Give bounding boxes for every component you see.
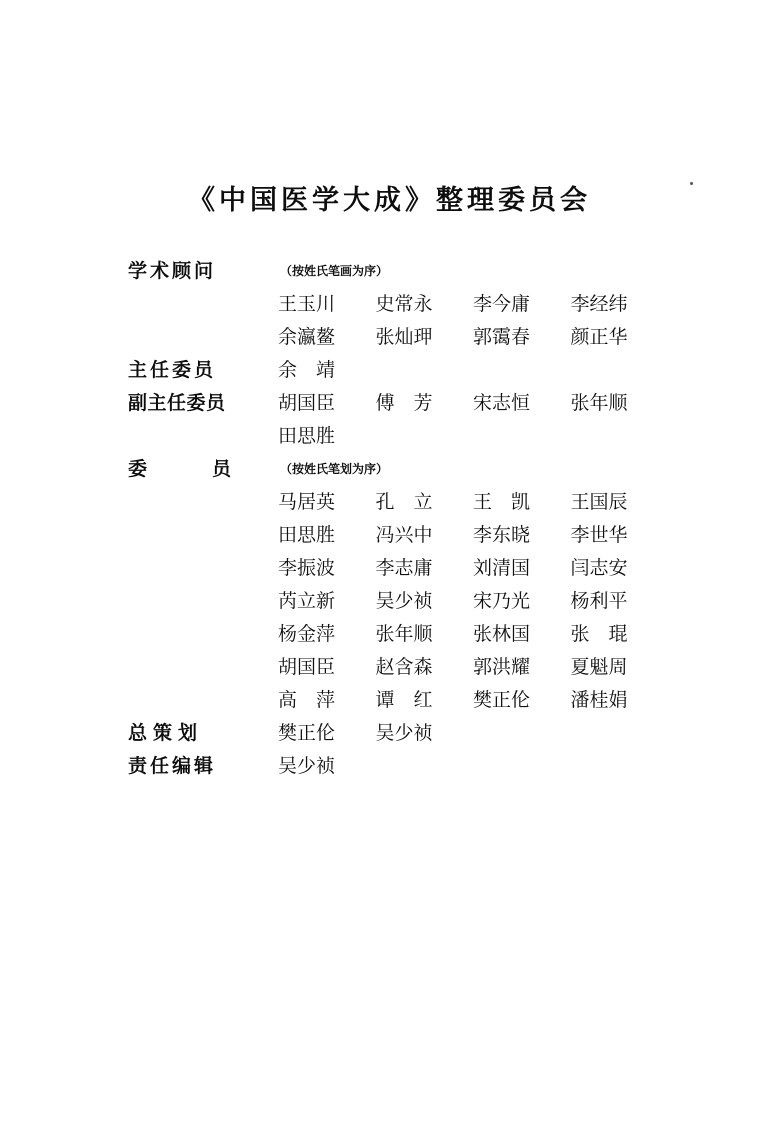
name-item: 张灿玾 [375, 326, 433, 348]
section-names-members-3 [128, 553, 668, 584]
name-item: 闫志安 [570, 557, 628, 579]
section-label-director: 主任委员 [128, 359, 217, 381]
name-item: 吴少祯 [375, 722, 433, 744]
name-item: 王 凯 [473, 491, 531, 513]
page-speck [690, 182, 693, 185]
section-row-advisors-header [128, 256, 668, 287]
name-item: 郭洪耀 [473, 656, 531, 678]
name-item: 田思胜 [278, 425, 336, 447]
name-item: 杨金萍 [278, 623, 336, 645]
section-label-advisors: 学术顾问 [128, 260, 217, 282]
name-item: 郭霭春 [473, 326, 531, 348]
indent-spacer [128, 652, 278, 683]
name-item: 吴少祯 [278, 755, 336, 777]
name-item: 冯兴中 [375, 524, 433, 546]
indent-spacer [128, 520, 278, 551]
section-row-deputy-director [128, 388, 668, 419]
name-item: 谭 红 [375, 689, 433, 711]
name-item: 余 靖 [278, 359, 336, 381]
name-item: 孔 立 [375, 491, 433, 513]
name-item: 王玉川 [278, 293, 336, 315]
name-item: 李振波 [278, 557, 336, 579]
indent-spacer [128, 553, 278, 584]
indent-spacer [128, 487, 278, 518]
name-item: 田思胜 [278, 524, 336, 546]
section-names-advisors-1 [128, 289, 668, 320]
section-names-members-5 [128, 619, 668, 650]
name-item: 马居英 [278, 491, 336, 513]
name-item: 胡国臣 [278, 656, 336, 678]
section-names-members-6 [128, 652, 668, 683]
name-item: 樊正伦 [473, 689, 531, 711]
name-item: 余瀛鳌 [278, 326, 336, 348]
section-names-advisors-2 [128, 322, 668, 353]
section-names-members-1 [128, 487, 668, 518]
name-item: 李经纬 [570, 293, 628, 315]
name-item: 史常永 [375, 293, 433, 315]
indent-spacer [128, 289, 278, 320]
indent-spacer [128, 421, 278, 452]
section-names-members-2 [128, 520, 668, 551]
name-item: 李世华 [570, 524, 628, 546]
name-item: 赵含森 [375, 656, 433, 678]
name-item: 刘清国 [473, 557, 531, 579]
section-row-managing-editor [128, 751, 668, 782]
section-row-members-header [128, 454, 668, 485]
section-label-chief-planner: 总策划 [128, 722, 204, 744]
indent-spacer [128, 586, 278, 617]
name-item: 张年顺 [375, 623, 433, 645]
indent-spacer [128, 619, 278, 650]
name-item: 李志庸 [375, 557, 433, 579]
name-item: 宋志恒 [473, 392, 531, 414]
section-row-chief-planner [128, 718, 668, 749]
name-item: 樊正伦 [278, 722, 336, 744]
name-item: 傅 芳 [375, 392, 433, 414]
indent-spacer [128, 685, 278, 716]
section-note-advisors: （按姓氏笔画为序） [280, 264, 389, 278]
section-row-director [128, 355, 668, 386]
name-item: 芮立新 [278, 590, 336, 612]
name-item: 宋乃光 [473, 590, 531, 612]
name-item: 夏魁周 [570, 656, 628, 678]
name-item: 张年顺 [570, 392, 628, 414]
indent-spacer [128, 322, 278, 353]
committee-list [128, 256, 668, 784]
name-item: 王国辰 [570, 491, 628, 513]
section-names-members-4 [128, 586, 668, 617]
section-note-members: （按姓氏笔划为序） [280, 462, 389, 476]
name-item: 张林国 [473, 623, 531, 645]
name-item: 潘桂娟 [570, 689, 628, 711]
name-item: 李东晓 [473, 524, 531, 546]
page-title: 《中国医学大成》整理委员会 [188, 185, 591, 216]
name-item: 胡国臣 [278, 392, 336, 414]
name-item: 吴少祯 [375, 590, 433, 612]
name-item: 杨利平 [570, 590, 628, 612]
name-item: 李今庸 [473, 293, 531, 315]
section-label-managing-editor: 责任编辑 [128, 755, 217, 777]
name-item: 颜正华 [570, 326, 628, 348]
name-item: 张 琨 [570, 623, 628, 645]
name-item: 高 萍 [278, 689, 336, 711]
section-names-deputy-director-2 [128, 421, 668, 452]
section-label-members: 委 员 [128, 458, 241, 480]
section-names-members-7 [128, 685, 668, 716]
section-label-deputy-director: 副主任委员 [128, 392, 226, 414]
